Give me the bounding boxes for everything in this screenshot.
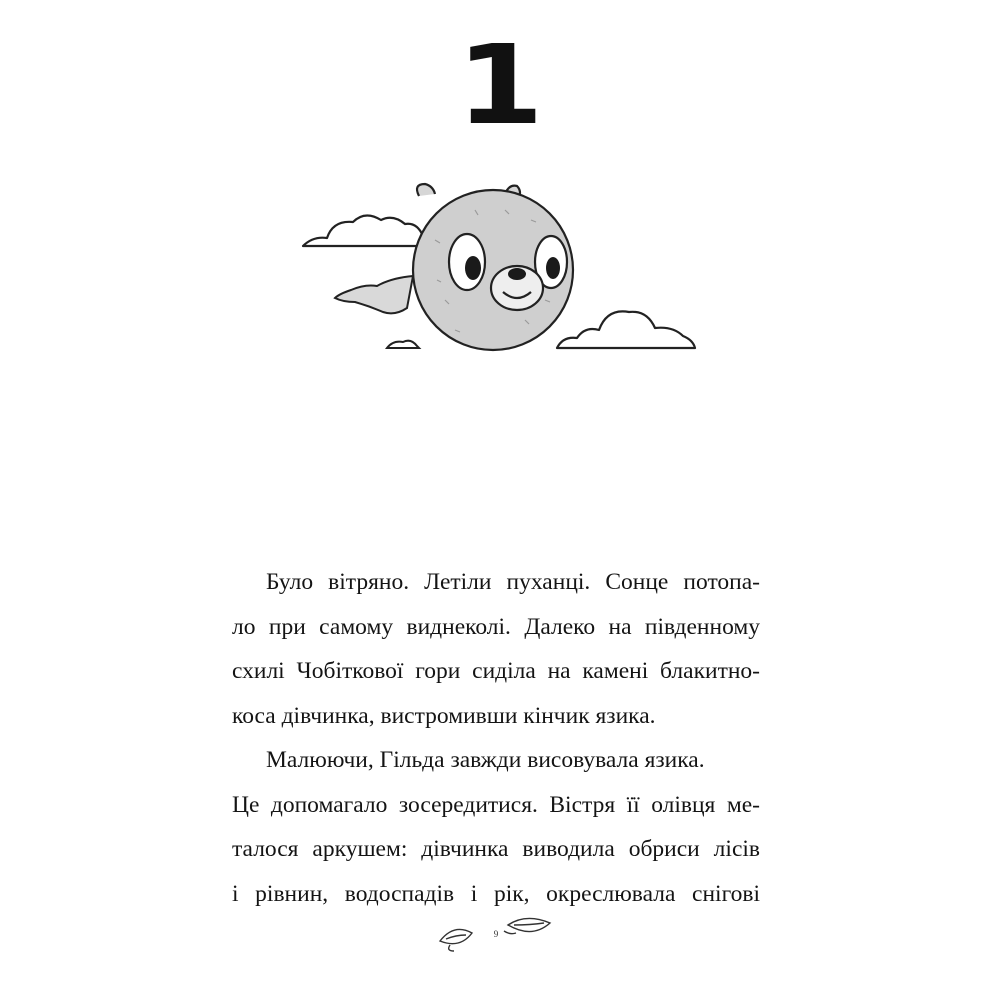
- text-line: Це допомагало зосередитися. Вістря її олівця ме-: [232, 791, 760, 818]
- cloud-icon: [557, 311, 695, 348]
- fluffball-body: [413, 184, 573, 350]
- text-line: схилі Чобіткової гори сиділа на камені блакитно-: [232, 658, 760, 684]
- body-text: [232, 560, 760, 916]
- tail-icon: [335, 276, 413, 313]
- text-line: Було вітряно. Летіли пуханці. Сонце потопа-: [266, 569, 760, 595]
- page-footer: [420, 905, 580, 955]
- page-number: 9: [493, 929, 499, 939]
- chapter-number: 1: [455, 21, 545, 149]
- fluffball-illustration: [295, 180, 705, 370]
- cloud-icon: [387, 341, 419, 348]
- text-line: ло при самому виднеколі. Далеко на південному: [232, 613, 760, 640]
- text-line: коса дівчинка, вистромивши кінчик язика.: [232, 702, 656, 729]
- text-line: Малюючи, Гільда завжди висовувала язика.: [266, 747, 705, 773]
- text-line: і рівнин, водоспадів і рік, окреслювала снігові: [232, 880, 760, 907]
- cloud-icon: [303, 215, 423, 246]
- text-line: талося аркушем: дівчинка виводила обриси лісів: [232, 836, 760, 862]
